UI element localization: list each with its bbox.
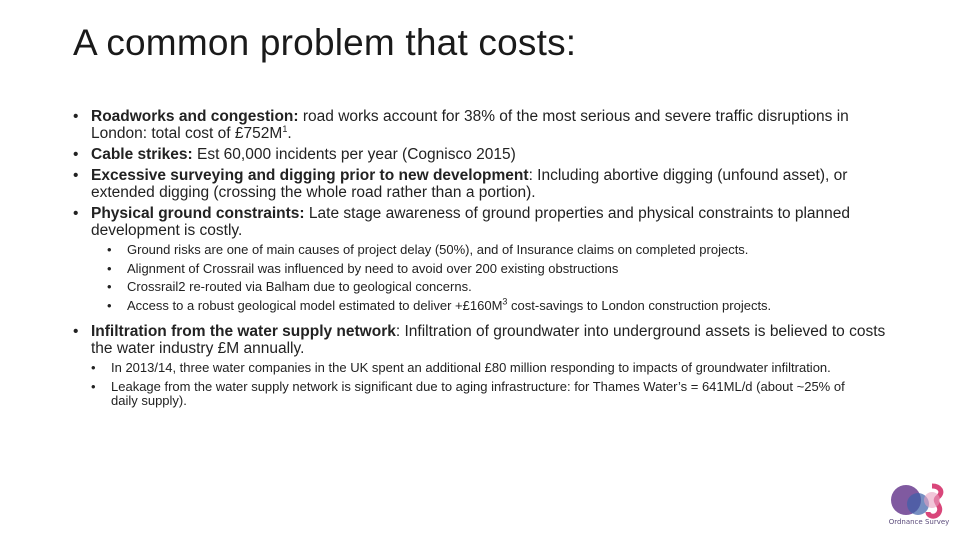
water-sub-list bbox=[91, 361, 851, 409]
bullet-label: Infiltration from the water supply network bbox=[91, 323, 396, 340]
sub-bullet: • Alignment of Crossrail was influenced by need to avoid over 200 existing obstructions bbox=[107, 262, 888, 277]
slide-content bbox=[73, 108, 888, 415]
logo-wordmark: Ordnance Survey bbox=[888, 518, 950, 526]
sub-bullet: • In 2013/14, three water companies in the UK spent an additional £80 million responding to impacts of groundwater infiltration. bbox=[91, 361, 851, 376]
bullet-label: Roadworks and congestion: bbox=[91, 108, 299, 125]
sub-bullet: • Leakage from the water supply network is significant due to aging infrastructure: for Thames Water’s = 641ML/d (about ~25% of daily supply). bbox=[91, 380, 851, 409]
bullet-label: Physical ground constraints: bbox=[91, 205, 305, 222]
bullet-ground-constraints bbox=[73, 205, 888, 239]
sub-bullet bbox=[107, 296, 888, 314]
footnote-ref: 1 bbox=[282, 123, 288, 134]
bullet-roadworks bbox=[73, 108, 888, 142]
bullet-text: road works account for 38% of the most serious and severe traffic disruptions in London: total cost of £752M bbox=[91, 108, 849, 142]
slide-title: A common problem that costs: bbox=[73, 22, 577, 63]
logo-circle-pink bbox=[924, 492, 940, 508]
bullet-text: Est 60,000 incidents per year (Cognisco 2015) bbox=[192, 146, 516, 163]
bullet-surveying bbox=[73, 167, 888, 201]
footnote-ref: 3 bbox=[502, 296, 508, 307]
ground-sub-list bbox=[107, 243, 888, 313]
sub-text: Access to a robust geological model estimated to deliver +£160M bbox=[127, 297, 503, 313]
bullet-cable-strikes bbox=[73, 146, 888, 163]
sub-bullet: • Ground risks are one of main causes of project delay (50%), and of Insurance claims on completed projects. bbox=[107, 243, 888, 258]
bullet-label: Excessive surveying and digging prior to new development bbox=[91, 167, 529, 184]
bullet-label: Cable strikes: bbox=[91, 146, 193, 163]
sub-bullet: • Crossrail2 re-routed via Balham due to geological concerns. bbox=[107, 280, 888, 295]
bullet-text: : Including abortive digging (unfound asset), or extended digging (crossing the whole road rather than a portion). bbox=[91, 167, 848, 201]
bullet-text: Late stage awareness of ground properties and physical constraints to planned development is costly. bbox=[91, 205, 851, 239]
bullet-tail: . bbox=[287, 125, 292, 142]
bullet-text: : Infiltration of groundwater into underground assets is believed to costs the water industry £M annually. bbox=[91, 323, 886, 357]
bullet-infiltration bbox=[73, 323, 888, 357]
sub-text: cost-savings to London construction projects. bbox=[507, 297, 772, 313]
